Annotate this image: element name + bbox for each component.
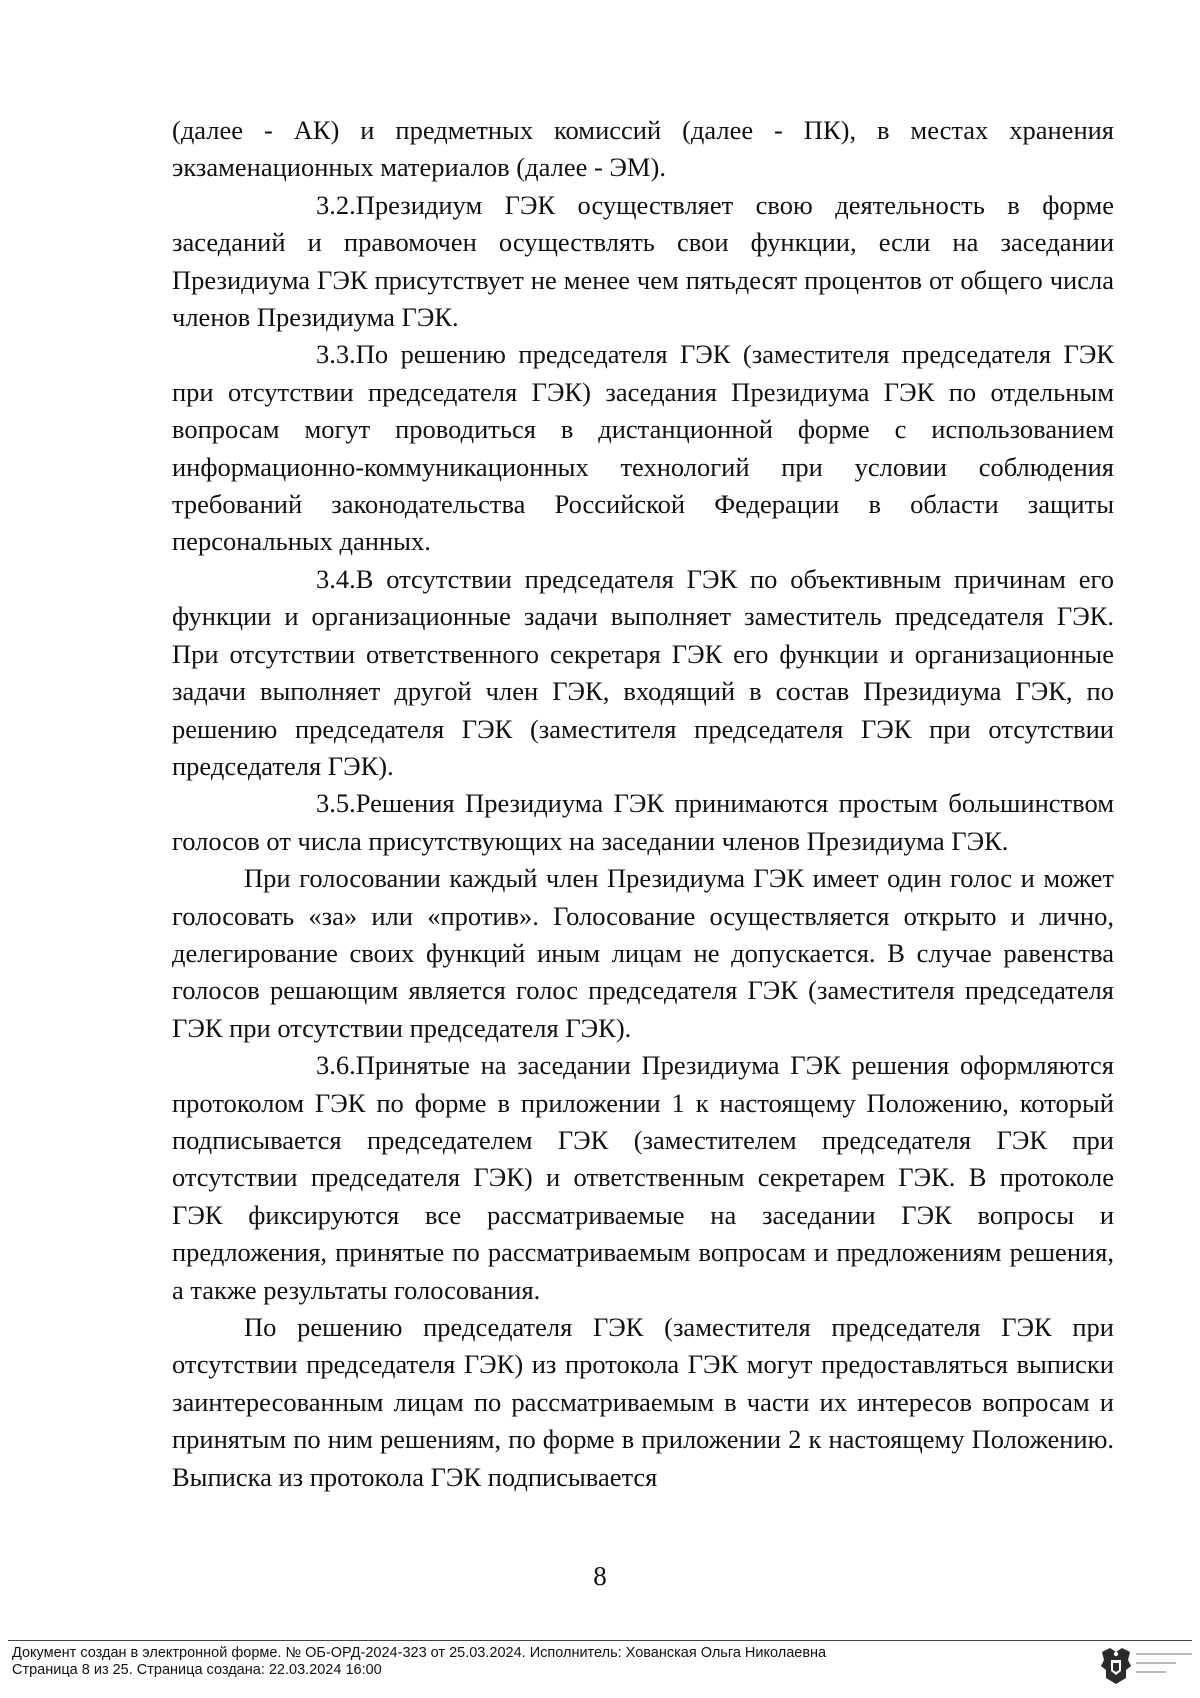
paragraph-3-6: [172, 1047, 1114, 1309]
paragraph-voting: [172, 860, 1114, 1047]
paragraph-text: В отсутствии председателя ГЭК по объективным причинам его функции и организационные задачи выполняет заместитель председателя ГЭК. При отсутствии ответственного секретаря ГЭК его функции и организационные задачи выполняет другой член ГЭК, входящий в состав Президиума ГЭК, по решению председателя ГЭК (заместителя председателя ГЭК при отсутствии председателя ГЭК).: [172, 563, 1114, 781]
paragraph-text: Президиум ГЭК осуществляет свою деятельность в форме заседаний и правомочен осуществлять свои функции, если на заседании Президиума ГЭК присутствует не менее чем пятьдесят процентов от общего числа членов Президиума ГЭК.: [172, 189, 1114, 333]
coat-of-arms-icon: [1098, 1646, 1134, 1686]
paragraph-text: По решению председателя ГЭК (заместителя председателя ГЭК при отсутствии председателя ГЭК) заседания Президиума ГЭК по отдельным вопросам могут проводиться в дистанционной форме с использованием информационно-коммуникационных технологий при условии соблюдения требований законодательства Российской Федерации в области защиты персональных данных.: [172, 339, 1114, 557]
page-number: 8: [593, 1561, 607, 1591]
paragraph-number: 3.6.: [316, 1050, 356, 1081]
paragraph-text: Решения Президиума ГЭК принимаются простым большинством голосов от числа присутствующих на заседании членов Президиума ГЭК.: [172, 788, 1114, 856]
paragraph-continuation: [172, 112, 1114, 187]
paragraph-text: По решению председателя ГЭК (заместителя председателя ГЭК при отсутствии председателя ГЭК) из протокола ГЭК могут предоставляться выписки заинтересованным лицам по рассматриваемым в части их интересов вопросам и принятым по ним решениям, по форме в приложении 2 к настоящему Положению. Выписка из протокола ГЭК подписывается: [172, 1312, 1114, 1492]
paragraph-number: 3.2.: [316, 189, 356, 220]
paragraph-number: 3.5.: [316, 788, 356, 819]
paragraph-3-4: [172, 561, 1114, 785]
paragraph-text: (далее - АК) и предметных комиссий (далее - ПК), в местах хранения экзаменационных материалов (далее - ЭМ).: [172, 115, 1114, 183]
paragraph-3-2: [172, 187, 1114, 337]
document-body: [172, 112, 1114, 1496]
footer-divider: [8, 1640, 1192, 1641]
footer-page-info: Страница 8 из 25. Страница создана: 22.03.2024 16:00: [12, 1662, 382, 1678]
paragraph-text: При голосовании каждый член Президиума ГЭК имеет один голос и может голосовать «за» или «против». Голосование осуществляется открыто и лично, делегирование своих функций иным лицам не допускается. В случае равенства голосов решающим является голос председателя ГЭК (заместителя председателя ГЭК при отсутствии председателя ГЭК).: [172, 863, 1114, 1043]
paragraph-3-3: [172, 336, 1114, 560]
paragraph-number: 3.3.: [316, 339, 356, 370]
emblem-caption-graphic: [1136, 1646, 1196, 1686]
footer-document-info: Документ создан в электронной форме. № ОБ-ОРД-2024-323 от 25.03.2024. Исполнитель: Хованская Ольга Николаевна: [12, 1645, 827, 1661]
document-footer: [12, 1645, 1092, 1679]
paragraph-number: 3.4.: [316, 563, 356, 594]
paragraph-3-5: [172, 785, 1114, 860]
paragraph-extracts: [172, 1309, 1114, 1496]
paragraph-text: Принятые на заседании Президиума ГЭК решения оформляются протоколом ГЭК по форме в приложении 1 к настоящему Положению, который подписывается председателем ГЭК (заместителем председателя ГЭК при отсутствии председателя ГЭК) и ответственным секретарем ГЭК. В протоколе ГЭК фиксируются все рассматриваемые на заседании ГЭК вопросы и предложения, принятые по рассматриваемым вопросам и предложениям решения, а также результаты голосования.: [172, 1050, 1114, 1305]
